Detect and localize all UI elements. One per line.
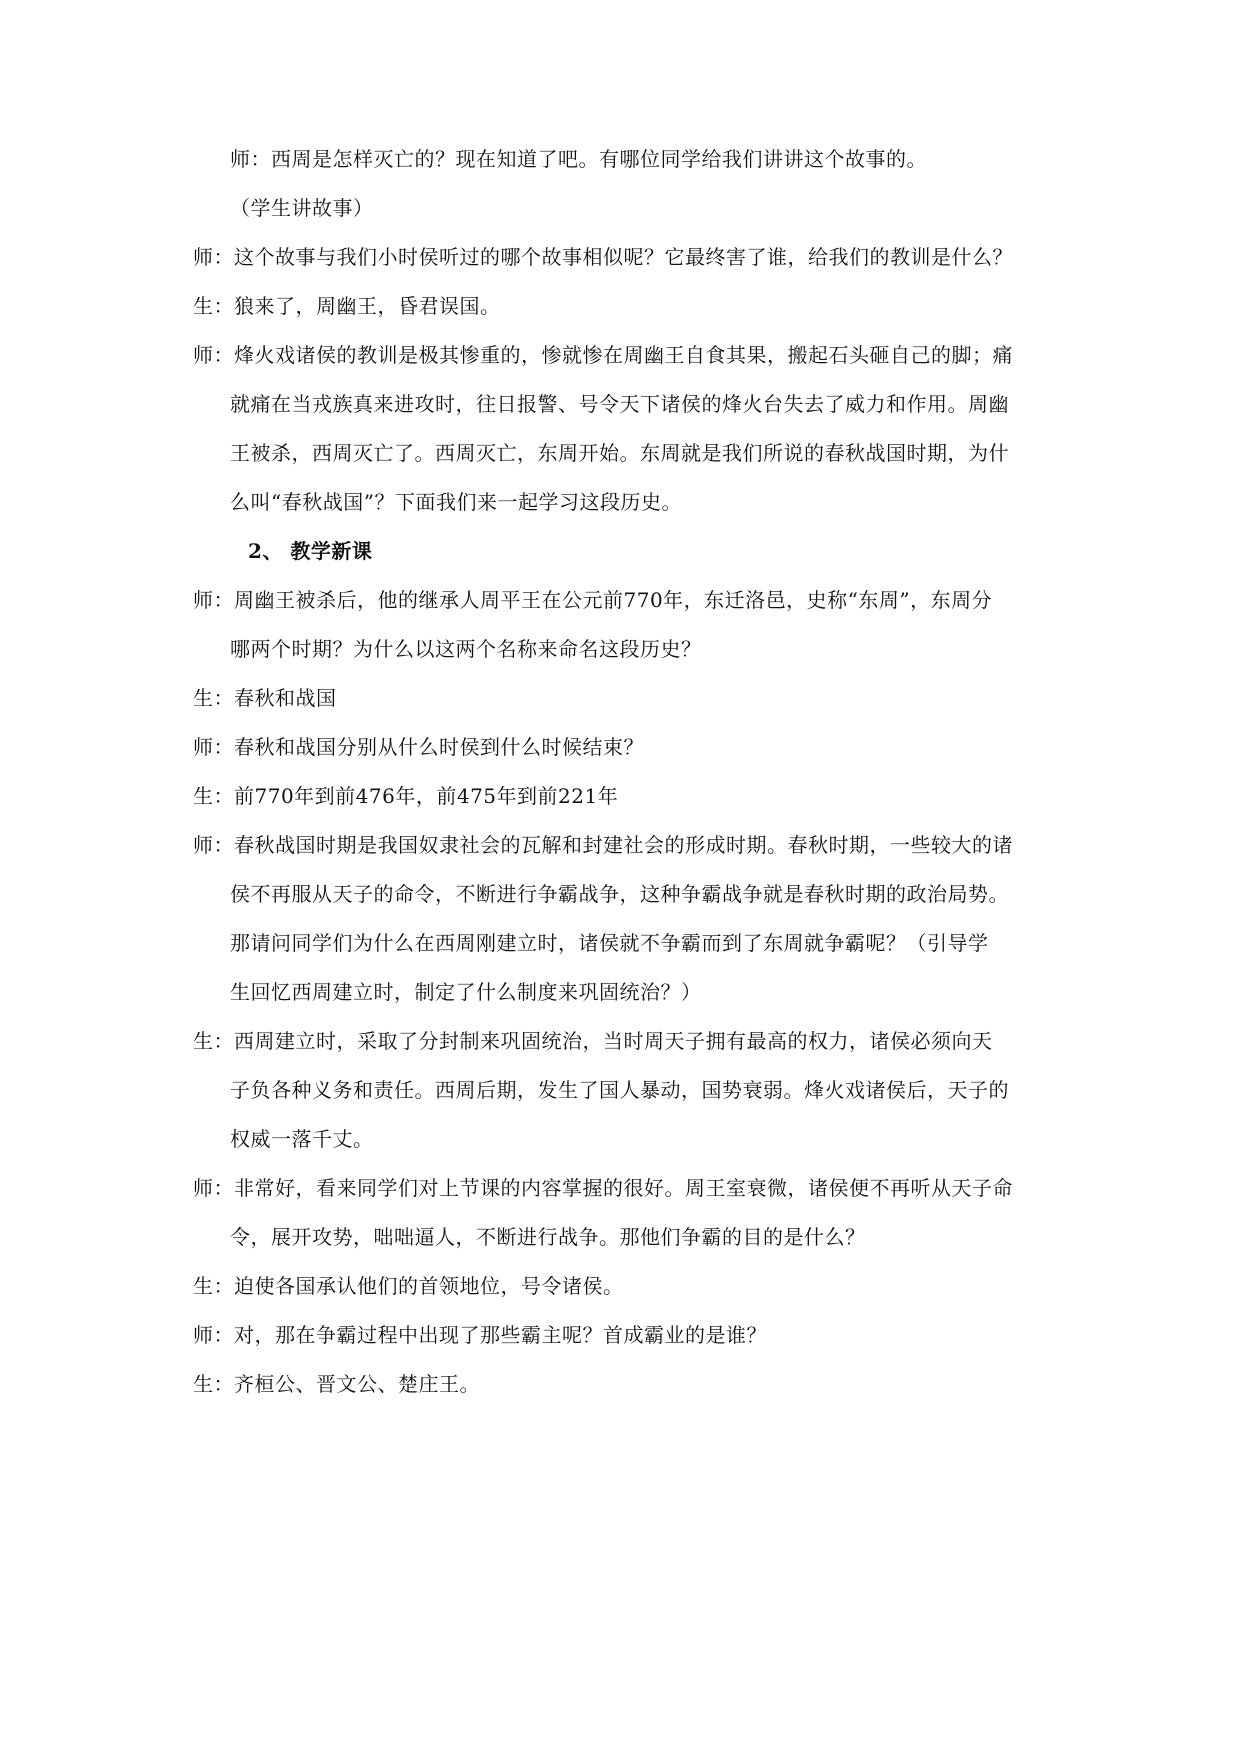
text-line: 哪两个时期？为什么以这两个名称来命名这段历史？ bbox=[230, 637, 702, 661]
text-line: 就痛在当戎族真来进攻时，往日报警、号令天下诸侯的烽火台失去了威力和作用。周幽 bbox=[230, 392, 1009, 416]
text-line: 生：齐桓公、晋文公、楚庄王。 bbox=[193, 1372, 480, 1396]
text-line: 生：春秋和战国 bbox=[193, 686, 337, 710]
text-line: 令，展开攻势，咄咄逼人，不断进行战争。那他们争霸的目的是什么？ bbox=[230, 1225, 866, 1249]
text-line: 师：春秋和战国分别从什么时侯到什么时候结束？ bbox=[193, 735, 644, 759]
text-line: 师：烽火戏诸侯的教训是极其惨重的，惨就惨在周幽王自食其果，搬起石头砸自己的脚；痛 bbox=[193, 343, 1013, 367]
text-line: 师：这个故事与我们小时侯听过的哪个故事相似呢？它最终害了谁，给我们的教训是什么？ bbox=[193, 245, 1013, 269]
text-line: 侯不再服从天子的命令，不断进行争霸战争，这种争霸战争就是春秋时期的政治局势。 bbox=[230, 882, 1009, 906]
text-line: 师：对，那在争霸过程中出现了那些霸主呢？首成霸业的是谁？ bbox=[193, 1323, 767, 1347]
text-line: 师：周幽王被杀后，他的继承人周平王在公元前770年，东迁洛邑，史称“东周”，东周分 bbox=[193, 588, 993, 612]
text-line: 生回忆西周建立时，制定了什么制度来巩固统治？） bbox=[230, 980, 702, 1004]
text-line: 师：西周是怎样灭亡的？现在知道了吧。有哪位同学给我们讲讲这个故事的。 bbox=[230, 147, 927, 171]
text-line: 么叫“春秋战国”？下面我们来一起学习这段历史。 bbox=[230, 490, 682, 514]
text-line: 师：春秋战国时期是我国奴隶社会的瓦解和封建社会的形成时期。春秋时期，一些较大的诸 bbox=[193, 833, 1013, 857]
text-line: 生：前770年到前476年，前475年到前221年 bbox=[193, 784, 619, 808]
text-line: （学生讲故事） bbox=[230, 196, 374, 220]
section-heading: 2、 教学新课 bbox=[248, 539, 373, 563]
text-line: 权威一落千丈。 bbox=[230, 1127, 374, 1151]
text-line: 那请问同学们为什么在西周刚建立时，诸侯就不争霸而到了东周就争霸呢？（引导学 bbox=[230, 931, 989, 955]
text-line: 子负各种义务和责任。西周后期，发生了国人暴动，国势衰弱。烽火戏诸侯后，天子的 bbox=[230, 1078, 1009, 1102]
text-line: 生：迫使各国承认他们的首领地位，号令诸侯。 bbox=[193, 1274, 624, 1298]
text-line: 生：狼来了，周幽王，昏君误国。 bbox=[193, 294, 501, 318]
text-line: 师：非常好，看来同学们对上节课的内容掌握的很好。周王室衰微，诸侯便不再听从天子命 bbox=[193, 1176, 1013, 1200]
text-line: 生：西周建立时，采取了分封制来巩固统治，当时周天子拥有最高的权力，诸侯必须向天 bbox=[193, 1029, 993, 1053]
text-line: 王被杀，西周灭亡了。西周灭亡，东周开始。东周就是我们所说的春秋战国时期，为什 bbox=[230, 441, 1009, 465]
